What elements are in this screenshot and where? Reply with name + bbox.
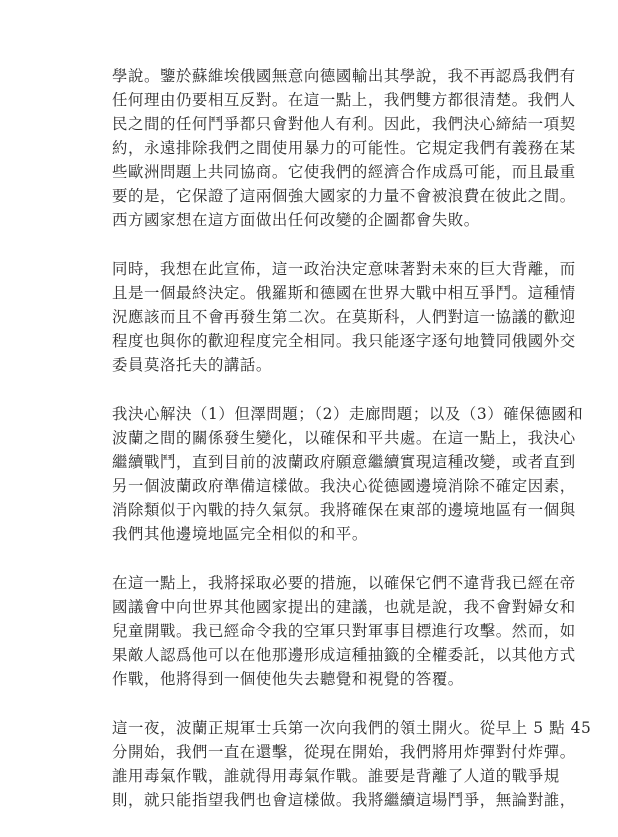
text-line: 且是一個最終決定。俄羅斯和德國在世界大戰中相互爭鬥。這種情	[112, 284, 576, 302]
text-line: 國議會中向世界其他國家提出的建議，也就是說，我不會對婦女和	[112, 598, 576, 616]
text-line: 約，永遠排除我們之間使用暴力的可能性。它規定我們有義務在某	[112, 139, 576, 157]
document-page	[112, 64, 592, 837]
paragraph-3	[112, 402, 584, 546]
paragraph-4	[112, 571, 576, 691]
text-line: 則，就只能指望我們也會這樣做。我將繼續這場鬥爭，無論對誰，	[112, 791, 576, 809]
text-line: 消除類似于內戰的持久氣氛。我將確保在東部的邊境地區有一個與	[112, 501, 576, 519]
paragraph-1	[112, 64, 576, 232]
paragraph-5	[112, 716, 592, 812]
text-line: 果敵人認爲他可以在他那邊形成這種抽籤的全權委託，以其他方式	[112, 646, 576, 664]
text-line: 要的是，它保證了這兩個強大國家的力量不會被浪費在彼此之間。	[112, 187, 576, 205]
text-line: 在這一點上，我將採取必要的措施，以確保它們不違背我已經在帝	[112, 574, 576, 592]
text-line: 這一夜，波蘭正規軍士兵第一次向我們的領土開火。從早上 5 點 45	[112, 719, 592, 737]
text-line: 程度也與你的歡迎程度完全相同。我只能逐字逐句地贊同俄國外交	[112, 332, 576, 350]
text-line: 我們其他邊境地區完全相似的和平。	[112, 525, 368, 543]
text-line: 委員莫洛托夫的講話。	[112, 356, 272, 374]
text-line: 任何理由仍要相互反對。在這一點上，我們雙方都很清楚。我們人	[112, 91, 576, 109]
text-line: 另一個波蘭政府準備這樣做。我決心從德國邊境消除不確定因素，	[112, 477, 576, 495]
text-line: 同時，我想在此宣佈，這一政治決定意味著對未來的巨大背離，而	[112, 260, 576, 278]
text-line: 我決心解決（1）但澤問題；（2）走廊問題；以及（3）確保德國和	[112, 405, 584, 423]
text-line: 些歐洲問題上共同協商。它使我們的經濟合作成爲可能，而且最重	[112, 163, 576, 181]
text-line: 學說。鑒於蘇維埃俄國無意向德國輸出其學說，我不再認爲我們有	[112, 67, 576, 85]
text-line: 誰用毒氣作戰，誰就得用毒氣作戰。誰要是背離了人道的戰爭規	[112, 767, 560, 785]
text-line: 分開始，我們一直在還擊，從現在開始，我們將用炸彈對付炸彈。	[112, 743, 576, 761]
text-line: 繼續戰鬥，直到目前的波蘭政府願意繼續實現這種改變，或者直到	[112, 453, 576, 471]
text-line: 兒童開戰。我已經命令我的空軍只對軍事目標進行攻擊。然而，如	[112, 622, 576, 640]
text-line: 波蘭之間的關係發生變化，以確保和平共處。在這一點上，我決心	[112, 429, 576, 447]
paragraph-2	[112, 257, 576, 377]
text-line: 作戰，他將得到一個使他失去聽覺和視覺的答覆。	[112, 670, 464, 688]
text-line: 西方國家想在這方面做出任何改變的企圖都會失敗。	[112, 211, 480, 229]
text-line: 民之間的任何鬥爭都只會對他人有利。因此，我們決心締結一項契	[112, 115, 576, 133]
text-line: 況應該而且不會再發生第二次。在莫斯科，人們對這一協議的歡迎	[112, 308, 576, 326]
